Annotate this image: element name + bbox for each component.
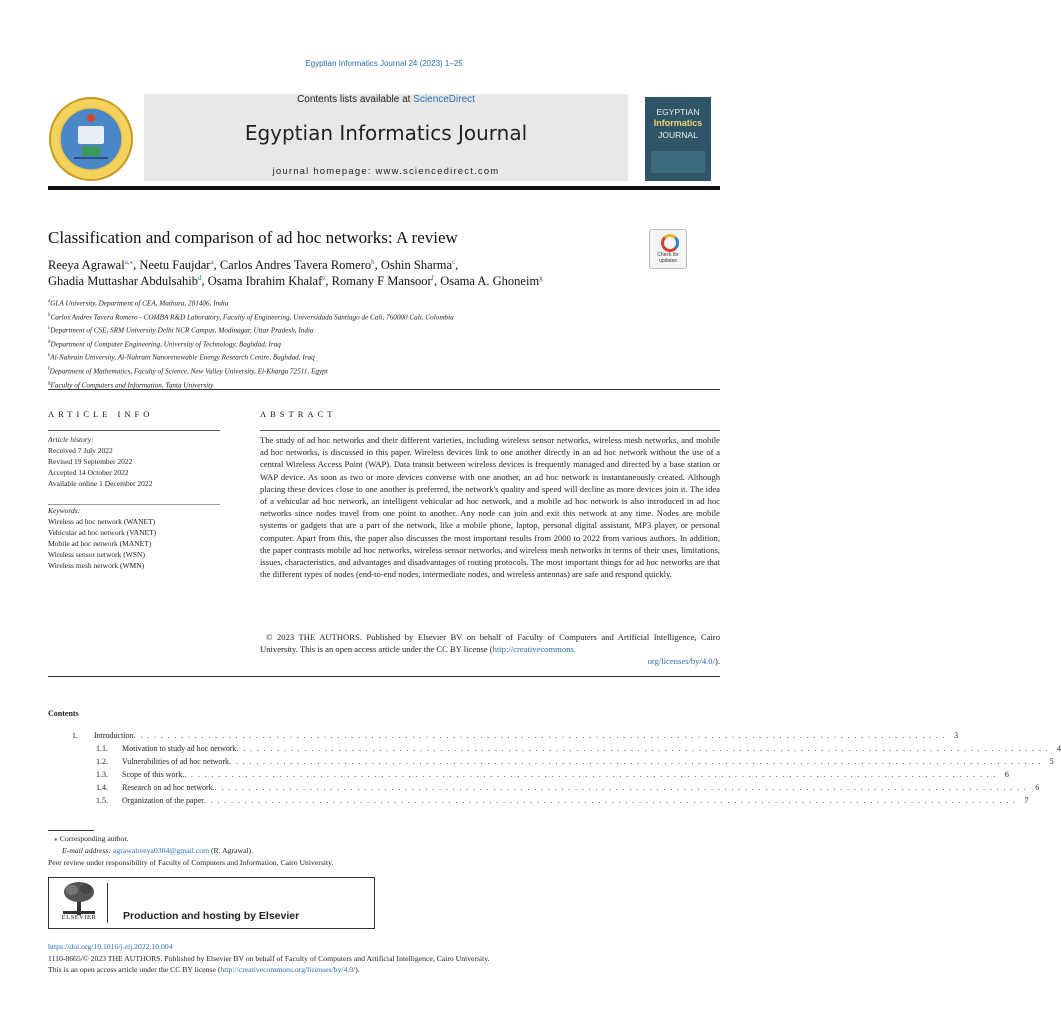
article-history xyxy=(48,434,228,489)
author-name[interactable]: Ghadia Muttashar Abdulsahib xyxy=(48,274,198,289)
toc-entry[interactable] xyxy=(48,795,1029,807)
cover-line-1: EGYPTIAN xyxy=(656,107,700,117)
header-rule xyxy=(48,186,720,190)
affiliation-text: Department of Mathematics, Faculty of Science, New Valley University, El-Kharga 72511, Egypt xyxy=(49,367,328,376)
author-affiliation-marker[interactable]: f xyxy=(431,274,434,282)
author-name[interactable]: Carlos Andres Tavera Romero xyxy=(219,258,372,273)
elsevier-production-box xyxy=(48,877,375,929)
license-close: ). xyxy=(714,656,720,667)
sciencedirect-link[interactable]: ScienceDirect xyxy=(413,94,475,105)
affiliation-text: Department of CSE, SRM University Delhi NCR Campus, Modinagar, Uttar Pradesh, India xyxy=(50,326,314,335)
email-suffix: (R. Agrawal). xyxy=(209,846,254,855)
toc-entry[interactable] xyxy=(48,782,1040,794)
toc-number: 1.5. xyxy=(96,796,108,805)
university-seal-logo xyxy=(48,96,134,182)
article-info-heading: ARTICLE INFO xyxy=(48,409,154,419)
affiliation-marker: e xyxy=(48,353,51,359)
history-item: Accepted 14 October 2022 xyxy=(48,468,129,477)
toc-page-number: 5 xyxy=(1049,757,1054,766)
keywords-label: Keywords: xyxy=(48,506,81,515)
contents-heading: Contents xyxy=(48,709,79,718)
keyword-item: Vehicular ad hoc network (VANET) xyxy=(48,528,157,537)
toc-entry[interactable] xyxy=(48,743,1061,755)
email-label: E-mail address: xyxy=(62,846,113,855)
elsevier-wordmark: ELSEVIER xyxy=(61,914,97,921)
author-affiliation-marker[interactable]: d xyxy=(197,274,202,282)
affiliation-marker: d xyxy=(48,339,51,345)
divider xyxy=(48,389,720,390)
footnote-rule xyxy=(48,830,94,831)
toc-entry[interactable] xyxy=(48,730,959,742)
divider xyxy=(107,883,108,923)
divider xyxy=(48,676,720,677)
toc-number: 1. xyxy=(72,731,78,740)
cover-line-3: JOURNAL xyxy=(658,130,698,140)
author-affiliation-marker[interactable]: a,⁎ xyxy=(124,258,134,266)
toc-page-number: 3 xyxy=(954,731,959,740)
author-separator: , xyxy=(133,258,140,273)
email-link[interactable]: agrawalreeya0304@gmail.com xyxy=(112,846,210,855)
license-link[interactable]: http://creativecommons. xyxy=(492,644,576,655)
author-name[interactable]: Osama A. Ghoneim xyxy=(440,274,540,289)
toc-entry[interactable] xyxy=(48,756,1054,768)
open-access-line xyxy=(48,964,720,976)
toc-leader-dots: . . . . . . . . . . . . . . . . . . . . . . . . . . . . . . . . . . . . . . . . . . . . . . . . . . . . . . . . . . . . . . . . . . . . . . . . . . . . . . . . . . . . . . . . . . . . . . . . . . . . . . . . . . . . . . . . . . . . . . . . xyxy=(184,770,997,779)
author-name[interactable]: Romany F Mansoor xyxy=(331,274,432,289)
journal-reference-link[interactable]: Egyptian Informatics Journal 24 (2023) 1–25 xyxy=(305,59,463,68)
abstract-text: The study of ad hoc networks and their different varieties, including wireless sensor networks, wireless mesh networks, and mobile ad hoc networks, is discussed in this paper. Wireless devices link to one another directly in an ad hoc network without the use of a central Wireless Access Point (WAP). Data transit between wireless devices is frequently managed and directed by a base station or WAP device. As soon as two or more devices converse with one another, an ad hoc network is instantaneously created. Although placing these devices close to one another is preferred, the network's quality and speed will decline as more devices join it. The idea of a vehicular ad hoc network, an intelligent vehicular ad hoc network, and a mobile ad hoc network is also introduced in ad hoc networks since nodes travel from one point to another. Any node can join and exit this network at any time. Nodes are mobile systems or gadgets that are a part of the network, like a mobile phone, laptop, personal digital assistant, MP3 player, or personal computer. Apart from this, the paper also discusses the most important results from 2000 to 2022 from various authors. In addition, the paper contrasts mobile ad hoc networks, wireless sensor networks, and wireless mesh networks in terms of their uses, limitations, issues, characteristics, and advantages and disadvantages of routing protocols. The most important things for ad hoc networks are that the different types of nodes (end-to-end nodes, intermediate nodes, and wireless antennas) are safe and respond quickly. xyxy=(260,435,720,580)
author-name[interactable]: Osama Ibrahim Khalaf xyxy=(207,274,323,289)
abstract-heading: ABSTRACT xyxy=(260,409,337,419)
affiliation-item xyxy=(48,310,728,324)
toc-title[interactable]: Scope of this work. xyxy=(122,770,185,779)
affiliation-item xyxy=(48,323,728,337)
peer-review-note: Peer review under responsibility of Faculty of Computers and Information, Cairo University. xyxy=(48,858,334,867)
toc-page-number: 6 xyxy=(1004,770,1009,779)
toc-leader-dots: . . . . . . . . . . . . . . . . . . . . . . . . . . . . . . . . . . . . . . . . . . . . . . . . . . . . . . . . . . . . . . . . . . . . . . . . . . . . . . . . . . . . . . . . . . . . . . . . . . . . . . . . . . . . . . . . . . . . . . . . xyxy=(229,757,1042,766)
affiliation-item xyxy=(48,364,728,378)
affiliation-item xyxy=(48,350,728,364)
journal-homepage[interactable]: journal homepage: www.sciencedirect.com xyxy=(272,166,500,177)
author-affiliation-marker[interactable]: b xyxy=(371,258,375,266)
toc-entry[interactable] xyxy=(48,769,1009,781)
footnotes xyxy=(48,833,720,869)
authors-line-1 xyxy=(48,258,458,273)
author-separator: , xyxy=(325,274,332,289)
contents-available-line xyxy=(144,94,628,105)
oa-suffix: ). xyxy=(355,965,360,974)
check-for-updates-button[interactable] xyxy=(649,229,687,269)
toc-title[interactable]: Vulnerabilities of ad hoc network xyxy=(122,757,230,766)
toc-title[interactable]: Organization of the paper xyxy=(122,796,204,805)
affiliation-marker: g xyxy=(48,380,51,386)
affiliation-marker: a xyxy=(48,299,51,304)
author-affiliation-marker[interactable]: c xyxy=(452,258,456,266)
keyword-item: Wireless sensor network (WSN) xyxy=(48,550,145,559)
toc-title[interactable]: Motivation to study ad hoc network xyxy=(122,744,237,753)
author-separator: , xyxy=(201,274,208,289)
check-updates-icon xyxy=(661,234,679,252)
author-affiliation-marker[interactable]: e xyxy=(322,274,326,282)
toc-title[interactable]: Introduction xyxy=(94,731,134,740)
article-title: Classification and comparison of ad hoc networks: A review xyxy=(48,228,458,247)
author-affiliation-marker[interactable]: g xyxy=(539,274,543,282)
cover-line-2: Informatics xyxy=(653,118,703,128)
journal-cover-image xyxy=(645,97,711,181)
elsevier-tree-logo xyxy=(59,881,99,915)
toc-page-number: 7 xyxy=(1024,796,1029,805)
toc-leader-dots: . . . . . . . . . . . . . . . . . . . . . . . . . . . . . . . . . . . . . . . . . . . . . . . . . . . . . . . . . . . . . . . . . . . . . . . . . . . . . . . . . . . . . . . . . . . . . . . . . . . . . . . . . . . . . . . . . . . . . . . . xyxy=(203,796,1017,805)
abstract-copyright xyxy=(260,631,720,668)
author-name[interactable]: Neetu Faujdar xyxy=(139,258,211,273)
journal-name: Egyptian Informatics Journal xyxy=(244,121,528,145)
doi-block xyxy=(48,941,720,976)
copyright-text: © 2023 THE AUTHORS. Published by Elsevier BV on behalf of Faculty of Computers and Artificial Intelligence, Cairo University. This is an open access article under the CC BY license ( xyxy=(260,632,720,655)
history-label: Article history: xyxy=(48,435,94,444)
affiliation-item xyxy=(48,337,728,351)
author-name[interactable]: Oshin Sharma xyxy=(380,258,453,273)
author-separator: , xyxy=(374,258,381,273)
affiliation-text: Faculty of Computers and Information, Tanta University xyxy=(50,380,214,389)
toc-title[interactable]: Research on ad hoc network. xyxy=(122,783,215,792)
keyword-item: Mobile ad hoc network (MANET) xyxy=(48,539,152,548)
check-updates-label: Check for updates xyxy=(657,252,679,264)
issn-line: 1110-8665/© 2023 THE AUTHORS. Published by Elsevier BV on behalf of Faculty of Computers and Artificial Intelligence, Cairo University. xyxy=(48,953,490,963)
affiliations-list xyxy=(48,296,728,391)
divider xyxy=(48,430,220,431)
authors-line-2 xyxy=(48,274,543,289)
affiliation-marker: c xyxy=(48,326,51,332)
keyword-item: Wireless mesh network (WMN) xyxy=(48,561,145,570)
corresponding-author: ⁎ Corresponding author. xyxy=(54,834,129,843)
author-affiliation-marker[interactable]: a xyxy=(210,258,214,266)
email-line xyxy=(48,845,720,857)
toc-number: 1.3. xyxy=(96,770,108,779)
author-separator: , xyxy=(433,274,441,289)
cover-decoration xyxy=(651,151,705,173)
oa-license-link[interactable]: http://creativecommons.org/licenses/by/4.0/ xyxy=(220,965,356,974)
keywords-block xyxy=(48,505,228,571)
toc-leader-dots: . . . . . . . . . . . . . . . . . . . . . . . . . . . . . . . . . . . . . . . . . . . . . . . . . . . . . . . . . . . . . . . . . . . . . . . . . . . . . . . . . . . . . . . . . . . . . . . . . . . . . . . . . . . . . . . . . . . . . . . . xyxy=(214,783,1028,792)
toc-number: 1.4. xyxy=(96,783,108,792)
author-separator: , xyxy=(455,258,459,273)
affiliation-text: Department of Computer Engineering, University of Technology, Baghdad, Iraq xyxy=(50,340,281,349)
toc-number: 1.1. xyxy=(96,744,108,753)
oa-prefix: This is an open access article under the CC BY license ( xyxy=(48,965,221,974)
production-hosting-text: Production and hosting by Elsevier xyxy=(123,910,300,922)
keywords-list xyxy=(48,516,228,571)
toc-leader-dots: . . . . . . . . . . . . . . . . . . . . . . . . . . . . . . . . . . . . . . . . . . . . . . . . . . . . . . . . . . . . . . . . . . . . . . . . . . . . . . . . . . . . . . . . . . . . . . . . . . . . . . . . . . . . . . . . . . . . . . . . xyxy=(236,744,1050,753)
affiliation-marker: f xyxy=(48,366,50,372)
affiliation-text: Carlos Andres Tavera Romero - COMBA R&D Laboratory, Faculty of Engineering, Universidada Santiago de Cali, 760000 Cali, Colombia xyxy=(50,312,454,321)
history-item: Revised 19 September 2022 xyxy=(48,457,133,466)
affiliation-item xyxy=(48,296,728,310)
keyword-item: Wireless ad hoc network (WANET) xyxy=(48,517,156,526)
author-name[interactable]: Reeya Agrawal xyxy=(48,258,125,273)
affiliation-marker: b xyxy=(48,312,51,318)
toc-page-number: 4 xyxy=(1057,744,1061,753)
history-item: Available online 1 December 2022 xyxy=(48,479,153,488)
contents-prefix: Contents lists available at xyxy=(297,94,414,105)
toc-leader-dots: . . . . . . . . . . . . . . . . . . . . . . . . . . . . . . . . . . . . . . . . . . . . . . . . . . . . . . . . . . . . . . . . . . . . . . . . . . . . . . . . . . . . . . . . . . . . . . . . . . . . . . . . . . . . . . . . . . . . . . . . xyxy=(133,731,947,740)
affiliation-text: Al-Nahrain University, Al-Nahrain Nanorenewable Energy Research Centre, Baghdad, Iraq xyxy=(50,353,315,362)
toc-number: 1.2. xyxy=(96,757,108,766)
author-separator: , xyxy=(213,258,220,273)
history-item: Received 7 July 2022 xyxy=(48,446,113,455)
affiliation-text: GLA University, Department of CEA, Mathura, 281406, India xyxy=(50,299,229,308)
doi-link[interactable]: https://doi.org/10.1016/j.eij.2022.10.004 xyxy=(48,942,173,951)
license-link-cont[interactable]: org/licenses/by/4.0/ xyxy=(647,656,715,667)
toc-page-number: 6 xyxy=(1035,783,1040,792)
divider xyxy=(260,430,720,431)
history-list xyxy=(48,445,228,489)
